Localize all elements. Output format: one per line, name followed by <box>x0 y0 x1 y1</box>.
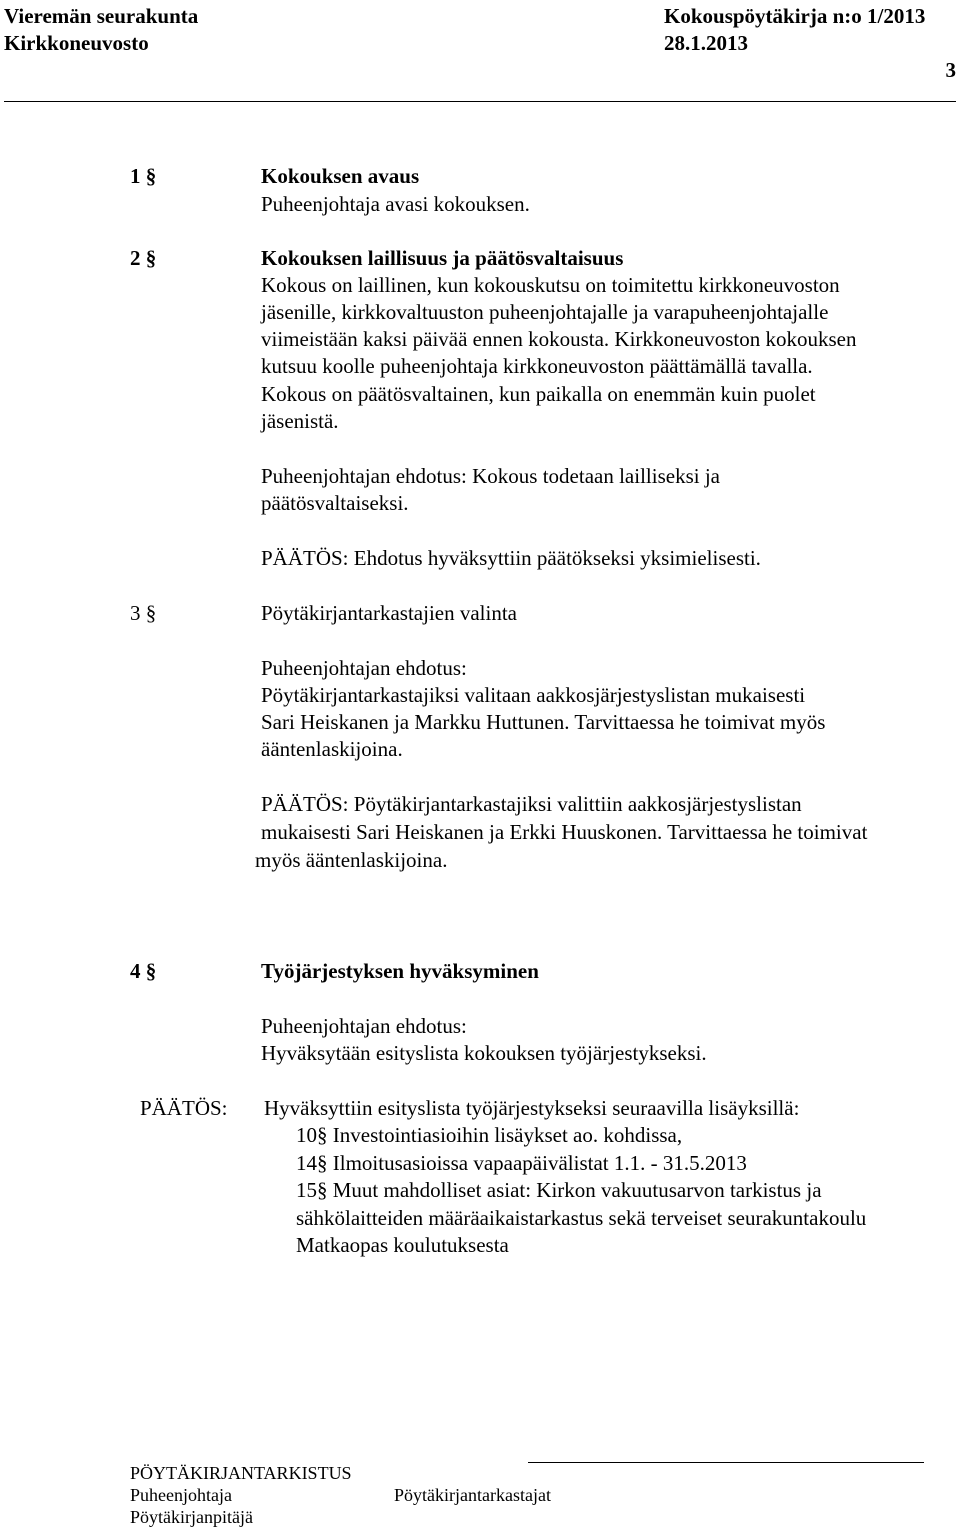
section-2-proposal: Puheenjohtajan ehdotus: Kokous todetaan lailliseksi ja <box>261 464 720 488</box>
section-2-number: 2 § <box>130 246 157 270</box>
section-4-number: 4 § <box>130 959 157 983</box>
section-4-decision-label: PÄÄTÖS: <box>140 1096 228 1120</box>
section-3-title: Pöytäkirjantarkastajien valinta <box>261 601 517 625</box>
signature-secretary: Pöytäkirjanpitäjä <box>130 1507 253 1527</box>
signature-checkers: Pöytäkirjantarkastajat <box>394 1485 551 1505</box>
section-3-proposal: Pöytäkirjantarkastajiksi valitaan aakkosjärjestyslistan mukaisesti <box>261 683 806 707</box>
section-4-addition: sähkölaitteiden määräaikaistarkastus sekä terveiset seurakuntakoulu <box>296 1206 867 1230</box>
section-3-decision: PÄÄTÖS: Pöytäkirjantarkastajiksi valittiin aakkosjärjestyslistan <box>261 792 802 816</box>
section-2-line: viimeistään kaksi päivää ennen kokousta. Kirkkoneuvoston kokouksen <box>261 327 857 351</box>
header-date: 28.1.2013 <box>664 31 748 55</box>
section-4-addition: 15§ Muut mahdolliset asiat: Kirkon vakuutusarvon tarkistus ja <box>296 1178 822 1202</box>
section-3-proposal: ääntenlaskijoina. <box>261 737 403 761</box>
section-3-decision: myös ääntenlaskijoina. <box>255 848 448 872</box>
section-1-text: Puheenjohtaja avasi kokouksen. <box>261 192 530 216</box>
section-4-title: Työjärjestyksen hyväksyminen <box>261 959 539 983</box>
page-number: 3 <box>945 58 956 82</box>
section-2-line: Kokous on laillinen, kun kokouskutsu on toimitettu kirkkoneuvoston <box>261 273 840 297</box>
section-3-proposal-label: Puheenjohtajan ehdotus: <box>261 656 467 680</box>
header-organization: Vieremän seurakunta <box>4 4 199 28</box>
section-4-proposal-label: Puheenjohtajan ehdotus: <box>261 1014 467 1038</box>
signature-rule <box>528 1462 924 1463</box>
section-1-number: 1 § <box>130 164 157 188</box>
section-2-proposal: päätösvaltaiseksi. <box>261 491 409 515</box>
section-2-line: jäsenistä. <box>261 409 339 433</box>
section-4-addition: 10§ Investointiasioihin lisäykset ao. kohdissa, <box>296 1123 683 1147</box>
section-4-addition: Matkaopas koulutuksesta <box>296 1233 509 1257</box>
header-body: Kirkkoneuvosto <box>4 31 149 55</box>
section-3-number: 3 § <box>130 601 157 625</box>
section-4-decision-text: Hyväksyttiin esityslista työjärjestykseksi seuraavilla lisäyksillä: <box>264 1096 800 1120</box>
header-document-title: Kokouspöytäkirja n:o 1/2013 <box>664 4 926 28</box>
section-2-line: Kokous on päätösvaltainen, kun paikalla on enemmän kuin puolet <box>261 382 816 406</box>
section-2-title: Kokouksen laillisuus ja päätösvaltaisuus <box>261 246 624 270</box>
header-rule <box>4 101 956 102</box>
section-4-proposal: Hyväksytään esityslista kokouksen työjärjestykseksi. <box>261 1041 707 1065</box>
section-3-decision: mukaisesti Sari Heiskanen ja Erkki Huuskonen. Tarvittaessa he toimivat <box>261 820 868 844</box>
section-3-proposal: Sari Heiskanen ja Markku Huttunen. Tarvittaessa he toimivat myös <box>261 710 826 734</box>
signature-chair: Puheenjohtaja <box>130 1485 232 1505</box>
section-2-line: kutsuu koolle puheenjohtaja kirkkoneuvoston päättämällä tavalla. <box>261 354 813 378</box>
section-1-title: Kokouksen avaus <box>261 164 420 188</box>
section-2-decision: PÄÄTÖS: Ehdotus hyväksyttiin päätökseksi yksimielisesti. <box>261 546 761 570</box>
signature-title: PÖYTÄKIRJANTARKISTUS <box>130 1463 352 1483</box>
section-2-line: jäsenille, kirkkovaltuuston puheenjohtajalle ja varapuheenjohtajalle <box>261 300 829 324</box>
section-4-addition: 14§ Ilmoitusasioissa vapaapäivälistat 1.1. - 31.5.2013 <box>296 1151 747 1175</box>
